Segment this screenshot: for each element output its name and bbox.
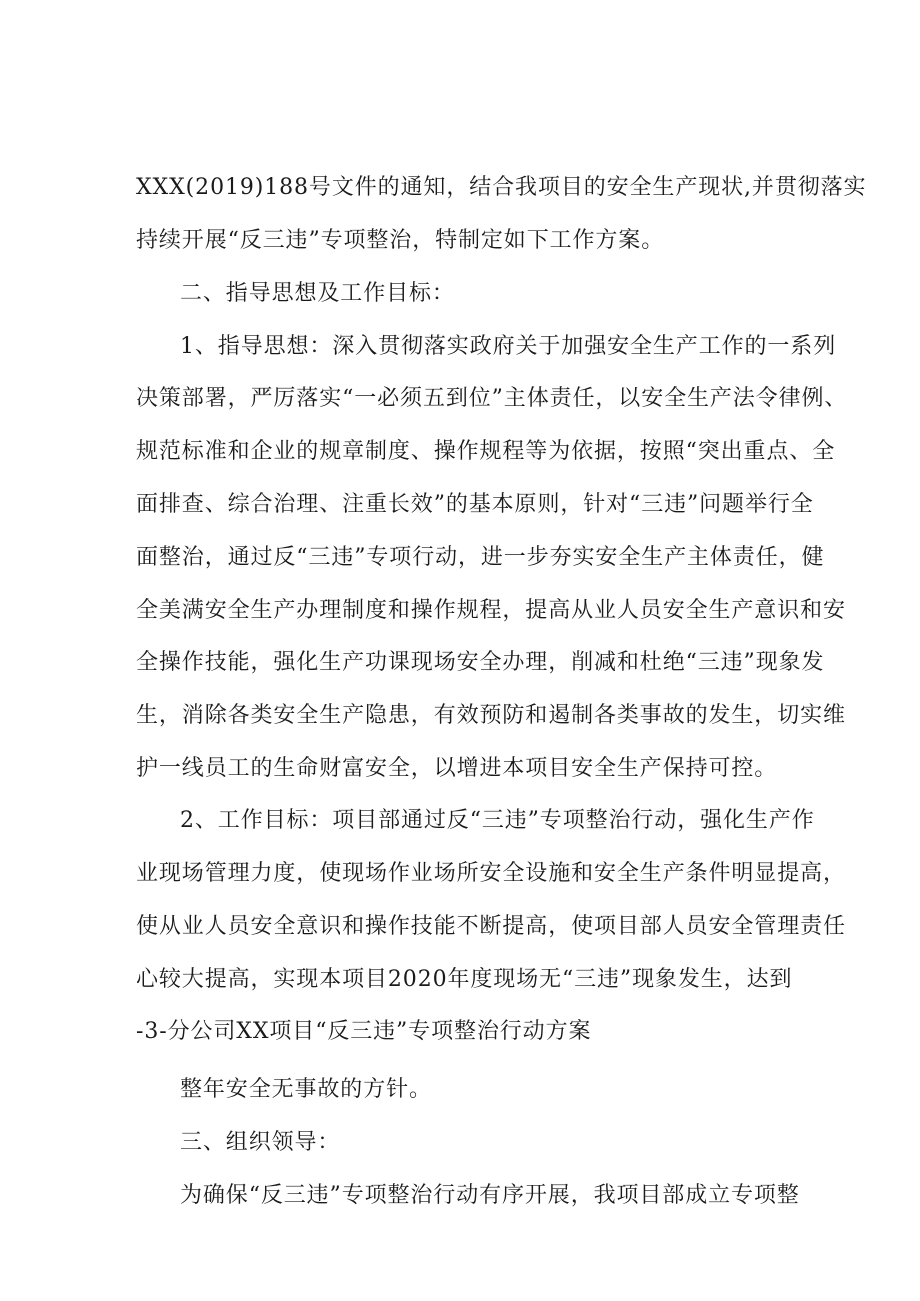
text-line: 心较大提高，实现本项目2020年度现场无“三违”现象发生，达到	[136, 967, 793, 992]
text-line: 面排查、综合治理、注重长效”的基本原则，针对“三违”问题举行全	[136, 492, 814, 517]
text-line: 1、指导思想：深入贯彻落实政府关于加强安全生产工作的一系列	[180, 334, 837, 359]
text-line: 整年安全无事故的方针。	[180, 1077, 432, 1102]
text-line: 决策部署，严厉落实“一必须五到位”主体责任，以安全生产法令律例、	[136, 386, 848, 411]
text-line: 全操作技能，强化生产功课现场安全办理，削减和杜绝“三违”现象发	[136, 650, 825, 675]
text-line: 生，消除各类安全生产隐患，有效预防和遏制各类事故的发生，切实维	[136, 703, 846, 728]
text-line: 业现场管理力度，使现场作业场所安全设施和安全生产条件明显提高，	[136, 861, 846, 886]
text-line: 为确保“反三违”专项整治行动有序开展，我项目部成立专项整	[180, 1183, 800, 1208]
text-line: 2、工作目标：项目部通过反“三违”专项整治行动，强化生产作	[180, 808, 815, 833]
text-line: 使从业人员安全意识和操作技能不断提高，使项目部人员安全管理责任	[136, 914, 846, 939]
text-line: 面整治，通过反“三违”专项行动，进一步夯实安全生产主体责任，健	[136, 545, 825, 570]
text-line: 全美满安全生产办理制度和操作规程，提高从业人员安全生产意识和安	[136, 598, 846, 623]
section-heading: 三、组织领导：	[180, 1130, 341, 1155]
text-line: XXX(2019)188号文件的通知，结合我项目的安全生产现状,并贯彻落实	[136, 175, 867, 200]
text-line: 护一线员工的生命财富安全，以增进本项目安全生产保持可控。	[136, 756, 778, 781]
text-line: 持续开展“反三违”专项整治，特制定如下工作方案。	[136, 228, 665, 253]
section-heading: 二、指导思想及工作目标：	[180, 281, 455, 306]
page-footer: -3-分公司XX项目“反三违”专项整治行动方案	[136, 1019, 592, 1044]
text-line: 规范标准和企业的规章制度、操作规程等为依据，按照“突出重点、全	[136, 439, 836, 464]
